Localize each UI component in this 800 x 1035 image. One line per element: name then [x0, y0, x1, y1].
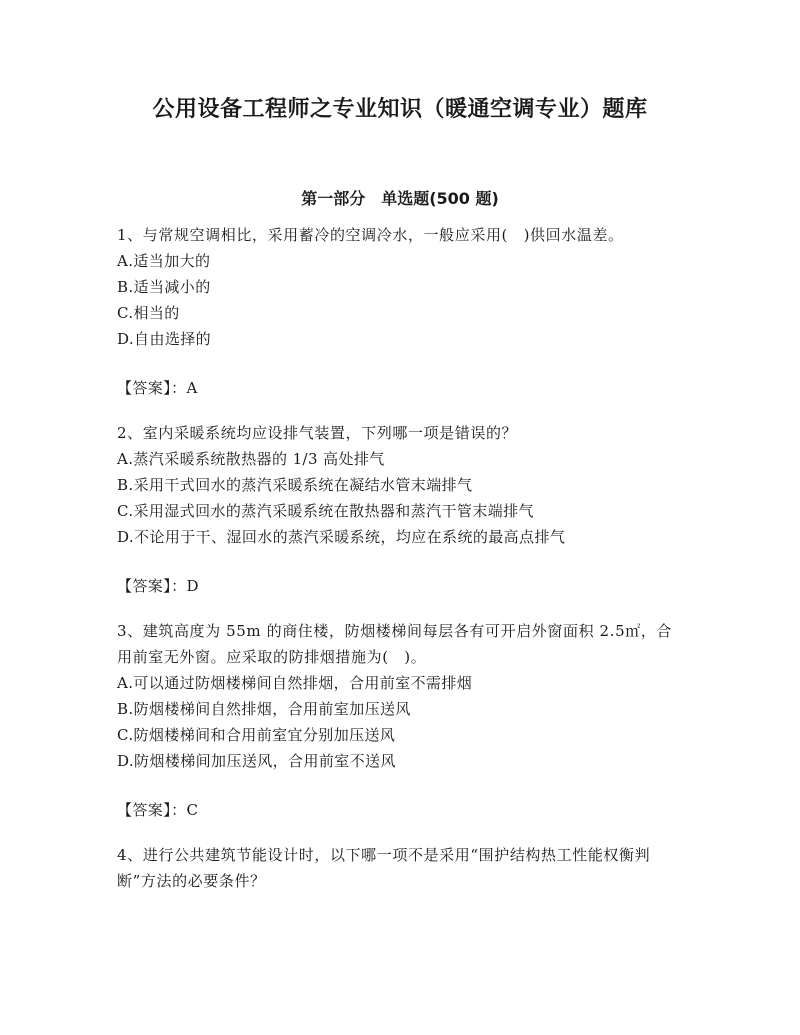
answer-line: 【答案】：A	[117, 379, 198, 397]
option-a: A.适当加大的	[117, 252, 211, 270]
question-text: 1、与常规空调相比，采用蓄冷的空调冷水，一般应采用( )供回水温差。	[117, 226, 624, 244]
question-text: 4、进行公共建筑节能设计时，以下哪一项不是采用“围护结构热工性能权衡判断”方法的必要条件？	[117, 846, 651, 890]
option-b: B.采用干式回水的蒸汽采暖系统在凝结水管末端排气	[117, 476, 473, 494]
option-d: D.防烟楼梯间加压送风，合用前室不送风	[117, 752, 396, 770]
option-b: B.适当减小的	[117, 278, 211, 296]
option-d: D.不论用于干、湿回水的蒸汽采暖系统，均应在系统的最高点排气	[117, 528, 566, 546]
question-1	[117, 222, 687, 401]
question-text: 2、室内采暖系统均应设排气装置，下列哪一项是错误的？	[117, 424, 518, 442]
option-c: C.相当的	[117, 304, 180, 322]
section-title: 第一部分 单选题(500 题)	[301, 189, 499, 208]
option-c: C.采用湿式回水的蒸汽采暖系统在散热器和蒸汽干管末端排气	[117, 502, 534, 520]
document-title: 公用设备工程师之专业知识（暖通空调专业）题库	[152, 97, 648, 122]
question-list	[117, 222, 687, 894]
option-d: D.自由选择的	[117, 330, 212, 348]
option-a: A.蒸汽采暖系统散热器的 1/3 高处排气	[117, 450, 385, 468]
option-c: C.防烟楼梯间和合用前室宜分别加压送风	[117, 726, 396, 744]
question-4	[117, 842, 687, 894]
option-b: B.防烟楼梯间自然排烟，合用前室加压送风	[117, 700, 411, 718]
option-a: A.可以通过防烟楼梯间自然排烟，合用前室不需排烟	[117, 674, 473, 692]
question-3	[117, 618, 687, 823]
question-text: 3、建筑高度为 55m 的商住楼，防烟楼梯间每层各有可开启外窗面积 2.5㎡，合用前室无外窗。应采取的防排烟措施为( )。	[117, 622, 673, 666]
answer-line: 【答案】：C	[117, 801, 199, 819]
question-2	[117, 420, 687, 599]
answer-line: 【答案】：D	[117, 577, 199, 595]
